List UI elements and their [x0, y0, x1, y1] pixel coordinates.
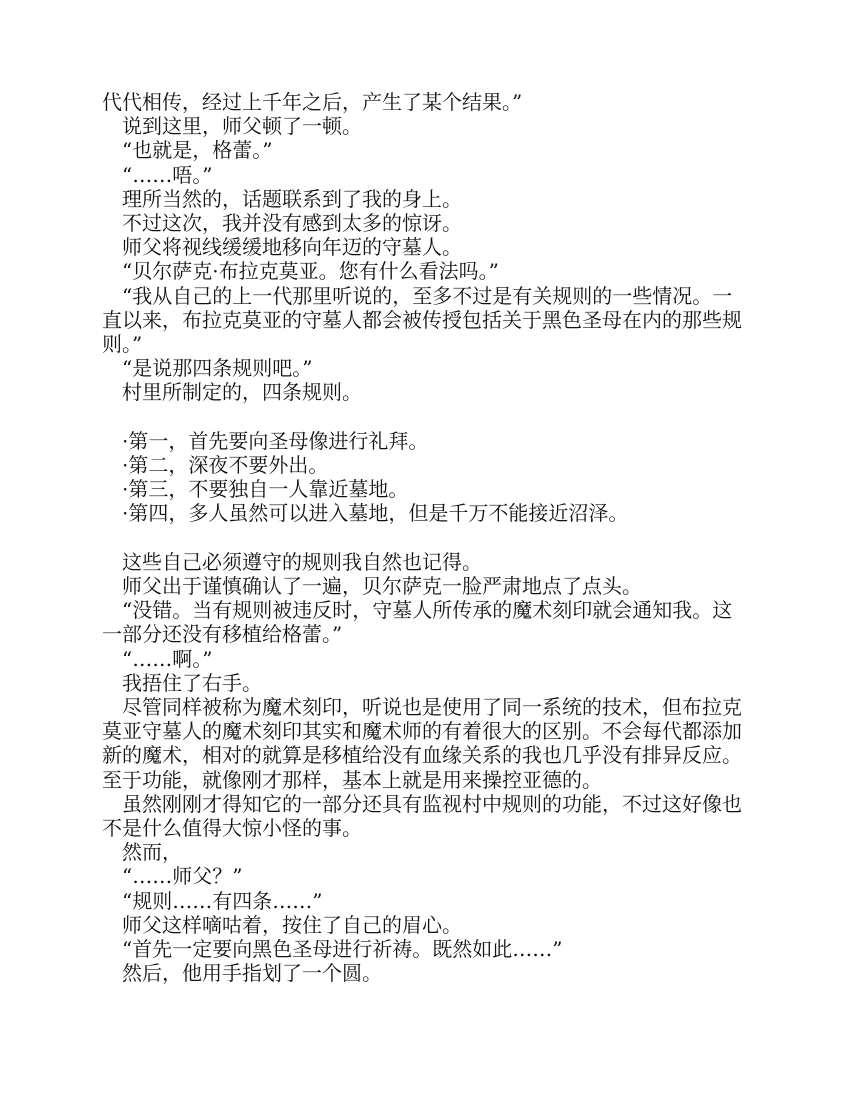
paragraph: “是说那四条规则吧。” [122, 356, 313, 381]
paragraph: 虽然刚刚才得知它的一部分还具有监视村中规则的功能，不过这好像也不是什么值得大惊小怪的事。 [102, 791, 742, 841]
paragraph: “……唔。” [122, 162, 213, 187]
paragraph: 师父将视线缓缓地移向年迈的守墓人。 [122, 235, 462, 260]
rule-item: ·第一，首先要向圣母像进行礼拜。 [122, 428, 429, 453]
paragraph: “规则……有四条……” [122, 888, 323, 913]
paragraph: 说到这里，师父顿了一顿。 [122, 114, 362, 139]
paragraph: 然后，他用手指划了一个圆。 [122, 961, 382, 986]
paragraph: 师父出于谨慎确认了一遍，贝尔萨克一脸严肃地点了点头。 [122, 574, 642, 599]
paragraph: “……师父？” [122, 864, 243, 889]
paragraph: “也就是，格蕾。” [122, 138, 273, 163]
paragraph: “没错。当有规则被违反时，守墓人所传承的魔术刻印就会通知我。这一部分还没有移植给格蕾。” [102, 598, 733, 647]
paragraph: “我从自己的上一代那里听说的，至多不过是有关规则的一些情况。一直以来，布拉克莫亚的守墓人都会被传授包括关于黑色圣母在内的那些规则。” [102, 283, 742, 357]
paragraph: 理所当然的，话题联系到了我的身上。 [122, 186, 462, 211]
rule-item: ·第四，多人虽然可以进入墓地，但是千万不能接近沼泽。 [122, 501, 629, 526]
document-body [102, 90, 752, 985]
paragraph: 村里所制定的，四条规则。 [122, 380, 362, 405]
rule-item: ·第二，深夜不要外出。 [122, 453, 329, 478]
paragraph: “首先一定要向黑色圣母进行祈祷。既然如此……” [122, 937, 563, 962]
rule-item: ·第三，不要独自一人靠近墓地。 [122, 477, 409, 502]
paragraph: 然而， [122, 840, 182, 865]
paragraph: 师父这样嘀咕着，按住了自己的眉心。 [122, 912, 462, 937]
paragraph: “……啊。” [122, 646, 213, 671]
blank-line [102, 405, 752, 429]
paragraph: “贝尔萨克·布拉克莫亚。您有什么看法吗。” [122, 259, 499, 284]
paragraph: 代代相传，经过上千年之后，产生了某个结果。” [102, 90, 523, 114]
blank-line [102, 526, 752, 550]
paragraph: 尽管同样被称为魔术刻印，听说也是使用了同一系统的技术，但布拉克莫亚守墓人的魔术刻印其实和魔术师的有着很大的区别。不会每代都添加新的魔术，相对的就算是移植给没有血缘关系的我也几乎没有排异反应。至于功能，就像刚才那样，基本上就是用来操控亚德的。 [102, 695, 742, 792]
paragraph: 我捂住了右手。 [122, 670, 262, 695]
paragraph: 这些自己必须遵守的规则我自然也记得。 [122, 549, 482, 574]
paragraph: 不过这次，我并没有感到太多的惊讶。 [122, 211, 462, 236]
